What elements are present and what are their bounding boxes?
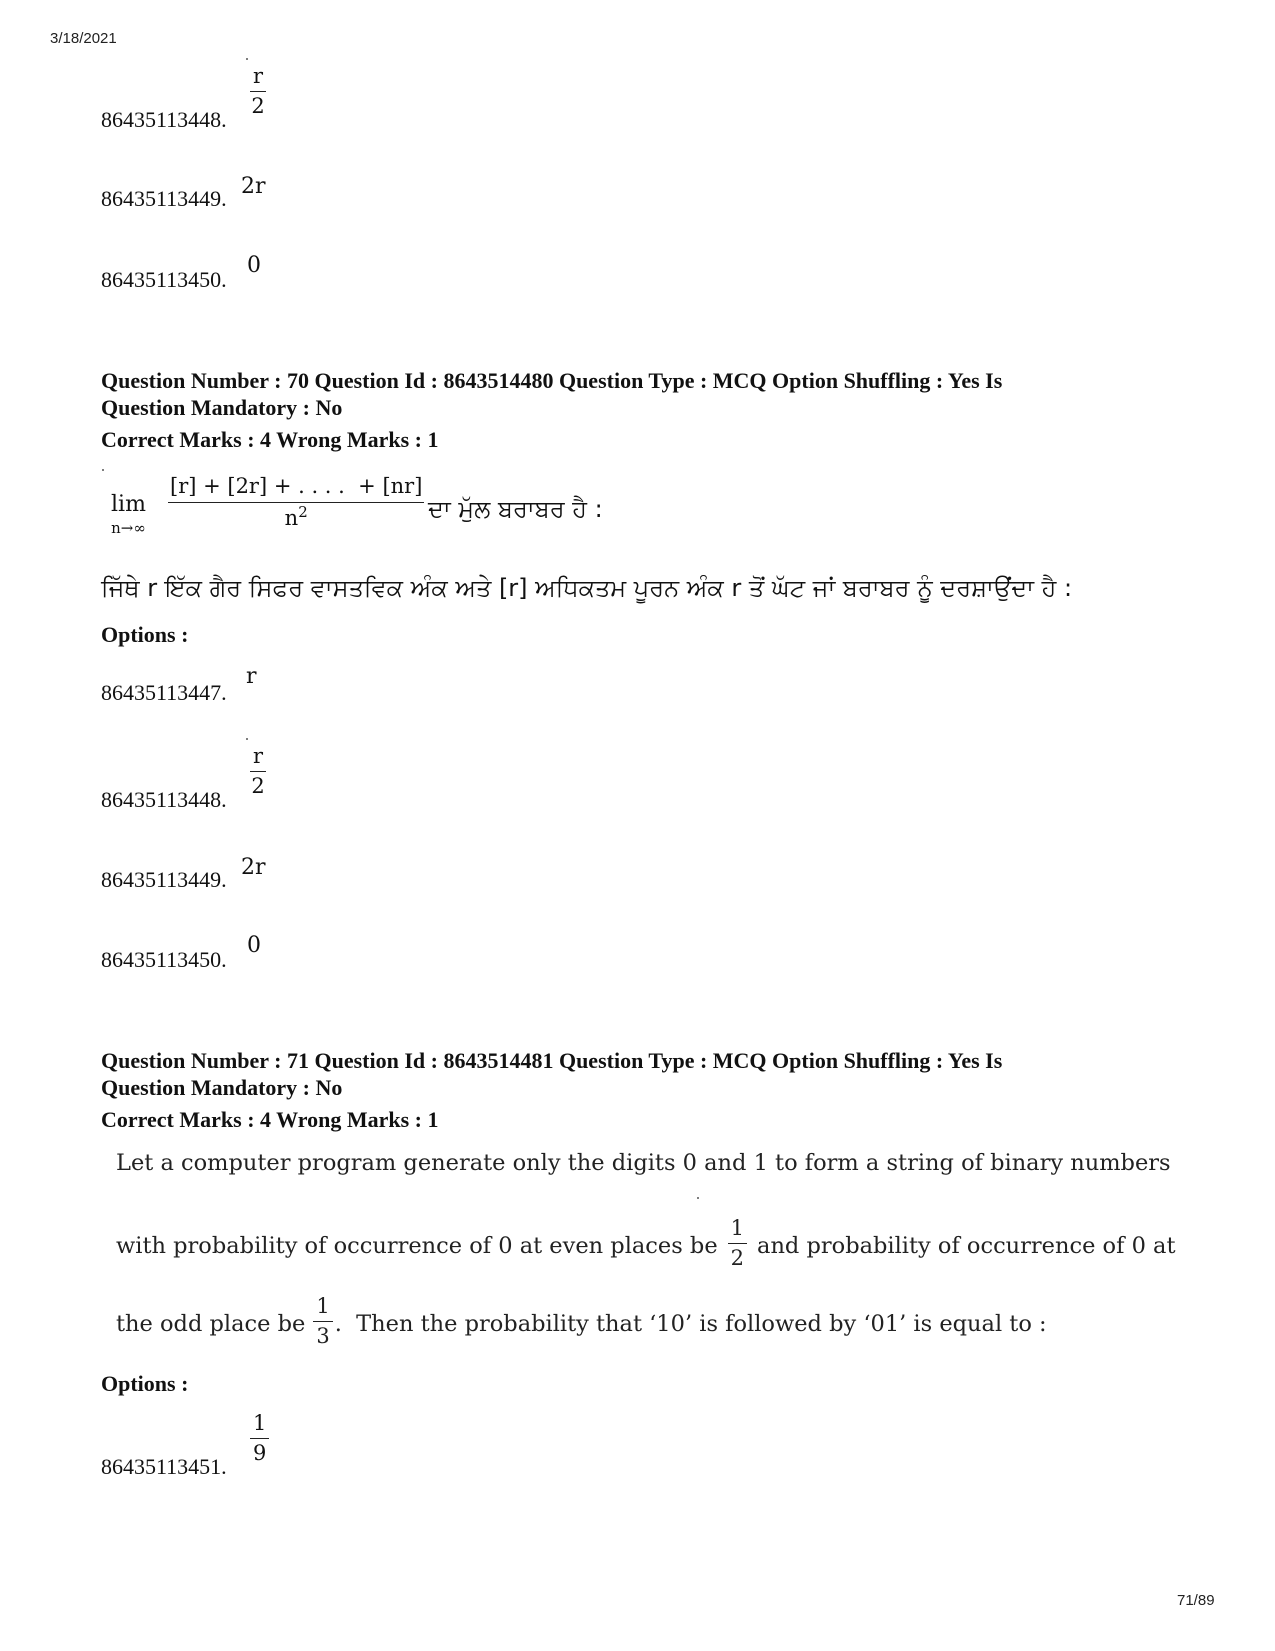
option-value-fraction: r 2: [251, 64, 265, 118]
question-meta: Question Number : 70 Question Id : 8643514480 Question Type : MCQ Option Shuffling : Yes Is Question Mandatory : No: [101, 368, 1003, 420]
option-id: 86435113450.: [101, 267, 227, 292]
option-id: 86435113451.: [101, 1454, 227, 1479]
question-marks: Correct Marks : 4 Wrong Marks : 1: [101, 427, 439, 452]
question-text-line1: Let a computer program generate only the digits 0 and 1 to form a string of binary numbers: [116, 1150, 1171, 1176]
print-date: 3/18/2021: [50, 30, 117, 47]
question-text-line2: with probability of occurrence of 0 at even places be $\frac{1}{2}$ and probability of occurrence of 0 at: [116, 1216, 1176, 1270]
limit-operator: lim n→∞: [111, 492, 146, 537]
probability-even-fraction: $\frac{1}{2}$: [728, 1218, 747, 1269]
option-value: 0: [247, 933, 261, 958]
option-value: 0: [247, 253, 261, 278]
question-marks: Correct Marks : 4 Wrong Marks : 1: [101, 1107, 439, 1132]
option-value: 2r: [241, 855, 266, 880]
question-text-line3: the odd place be $\frac{1}{3}$ . Then the probability that ‘10’ is followed by ‘01’ is equal to :: [116, 1294, 1047, 1348]
option-value: 2r: [241, 174, 266, 199]
options-label: Options :: [101, 1371, 189, 1396]
option-id: 86435113447.: [101, 680, 227, 705]
option-id: 86435113448.: [101, 787, 227, 812]
option-id: 86435113449.: [101, 867, 227, 892]
option-value-fraction: 1 9: [250, 1413, 269, 1464]
options-label: Options :: [101, 622, 189, 647]
question-text-punjabi: ਦਾ ਮੁੱਲ ਬਰਾਬਰ ਹੈ :: [428, 495, 603, 523]
option-id: 86435113449.: [101, 186, 227, 211]
question-text-punjabi-line2: ਜਿੱਥੇ r ਇੱਕ ਗੈਰ ਸਿਫਰ ਵਾਸਤਵਿਕ ਅੰਕ ਅਤੇ [r] ਅਧਿਕਤਮ ਪੂਰਨ ਅੰਕ r ਤੋਂ ਘੱਟ ਜਾਂ ਬਰਾਬਰ ਨੂੰ ਦਰਸ਼ਾਉਂਦਾ ਹੈ :: [101, 574, 1073, 602]
page-number: 71/89: [1177, 1592, 1215, 1609]
option-value: r: [246, 664, 257, 689]
option-id: 86435113448.: [101, 107, 227, 132]
probability-odd-fraction: $\frac{1}{3}$: [313, 1296, 332, 1347]
question-meta: Question Number : 71 Question Id : 8643514481 Question Type : MCQ Option Shuffling : Yes Is Question Mandatory : No: [101, 1048, 1003, 1100]
option-value-fraction: r 2: [251, 744, 265, 798]
limit-fraction: [r] + [2r] + . . . . + [nr] $n^2$: [170, 474, 423, 530]
option-id: 86435113450.: [101, 947, 227, 972]
